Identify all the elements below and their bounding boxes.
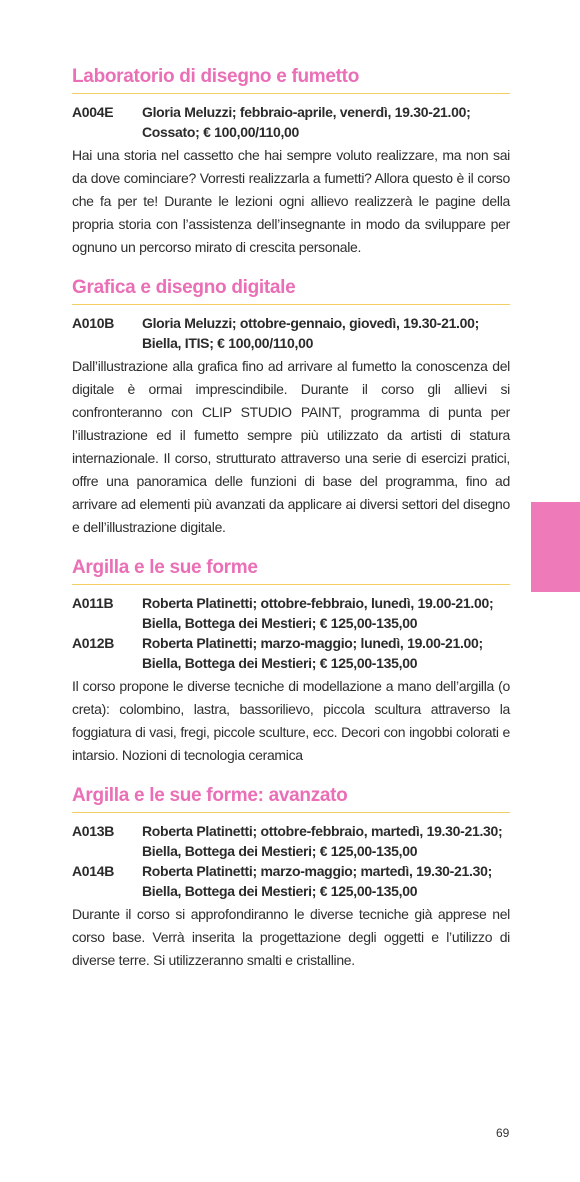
section-title: Grafica e disegno digitale <box>72 277 510 305</box>
course-details <box>142 102 510 142</box>
section-description: Durante il corso si approfondiranno le diverse tecniche già apprese nel corso base. Verrà inserita la progettazione degli oggetti e l’utilizzo di diverse terre. Si utilizzeranno smalti e cristalline. <box>72 906 510 968</box>
section-title: Argilla e le sue forme: avanzato <box>72 785 510 813</box>
section-laboratorio <box>72 66 510 259</box>
course-entry <box>72 633 510 673</box>
course-entry <box>72 861 510 901</box>
course-location-price: Biella, Bottega dei Mestieri; € 125,00-135,00 <box>142 655 418 671</box>
course-schedule: Gloria Meluzzi; ottobre-gennaio, giovedì, 19.30-21.00; <box>142 315 479 331</box>
course-details <box>142 313 510 353</box>
section-description: Dall’illustrazione alla grafica fino ad arrivare al fumetto la conoscenza del digitale è ormai imprescindibile. Durante il corso gli allievi si confronteranno con CLIP STUDIO PAINT, programma di punta per l’illustrazione ed il fumetto sempre più utilizzato da artisti di statura internazionale. Il corso, strutturato attraverso una serie di esercizi pratici, offre una panoramica delle funzioni di base del programma, fino ad arrivare ad elementi più avanzati da applicare ai diversi settori del disegno e dell’illustrazione digitale. <box>72 358 510 535</box>
course-schedule: Roberta Platinetti; ottobre-febbraio, lunedì, 19.00-21.00; <box>142 595 494 611</box>
course-code: A013B <box>72 823 115 839</box>
section-argilla <box>72 557 510 767</box>
course-details <box>142 821 510 861</box>
course-code: A010B <box>72 315 115 331</box>
course-location-price: Biella, Bottega dei Mestieri; € 125,00-135,00 <box>142 883 418 899</box>
course-code: A011B <box>72 595 114 611</box>
course-schedule: Roberta Platinetti; marzo-maggio; martedì, 19.30-21.30; <box>142 863 492 879</box>
course-location-price: Biella, Bottega dei Mestieri; € 125,00-135,00 <box>142 843 418 859</box>
section-argilla-avanzato <box>72 785 510 972</box>
course-details <box>142 633 510 673</box>
course-code: A014B <box>72 863 115 879</box>
side-tab-marker <box>531 502 580 592</box>
course-schedule: Roberta Platinetti; ottobre-febbraio, martedì, 19.30-21.30; <box>142 823 503 839</box>
section-title: Laboratorio di disegno e fumetto <box>72 66 510 94</box>
section-description: Il corso propone le diverse tecniche di modellazione a mano dell’argilla (o creta): colombino, lastra, bassorilievo, piccola scultura attraverso la foggiatura di vasi, fregi, piccole sculture, ecc. Decori con ingobbi colorati e intarsio. Nozioni di tecnologia ceramica <box>72 678 510 763</box>
course-location-price: Cossato; € 100,00/110,00 <box>142 124 300 140</box>
page-number: 69 <box>496 1126 510 1140</box>
page-content <box>72 66 510 990</box>
course-entry <box>72 593 510 633</box>
course-code: A012B <box>72 635 115 651</box>
course-schedule: Roberta Platinetti; marzo-maggio; lunedì, 19.00-21.00; <box>142 635 483 651</box>
section-description: Hai una storia nel cassetto che hai sempre voluto realizzare, ma non sai da dove cominciare? Vorresti realizzarla a fumetti? Allora questo è il corso che fa per te! Durante le lezioni ogni allievo realizzerà le pagine della propria storia con l’assistenza dell’insegnante in modo da sviluppare per ognuno un percorso mirato di crescita personale. <box>72 147 510 255</box>
course-location-price: Biella, ITIS; € 100,00/110,00 <box>142 335 314 351</box>
section-title: Argilla e le sue forme <box>72 557 510 585</box>
course-entry <box>72 102 510 142</box>
course-code: A004E <box>72 104 114 120</box>
course-details <box>142 861 510 901</box>
course-details <box>142 593 510 633</box>
course-entry <box>72 821 510 861</box>
course-location-price: Biella, Bottega dei Mestieri; € 125,00-135,00 <box>142 615 418 631</box>
course-schedule: Gloria Meluzzi; febbraio-aprile, venerdì, 19.30-21.00; <box>142 104 471 120</box>
section-grafica <box>72 277 510 539</box>
course-entry <box>72 313 510 353</box>
